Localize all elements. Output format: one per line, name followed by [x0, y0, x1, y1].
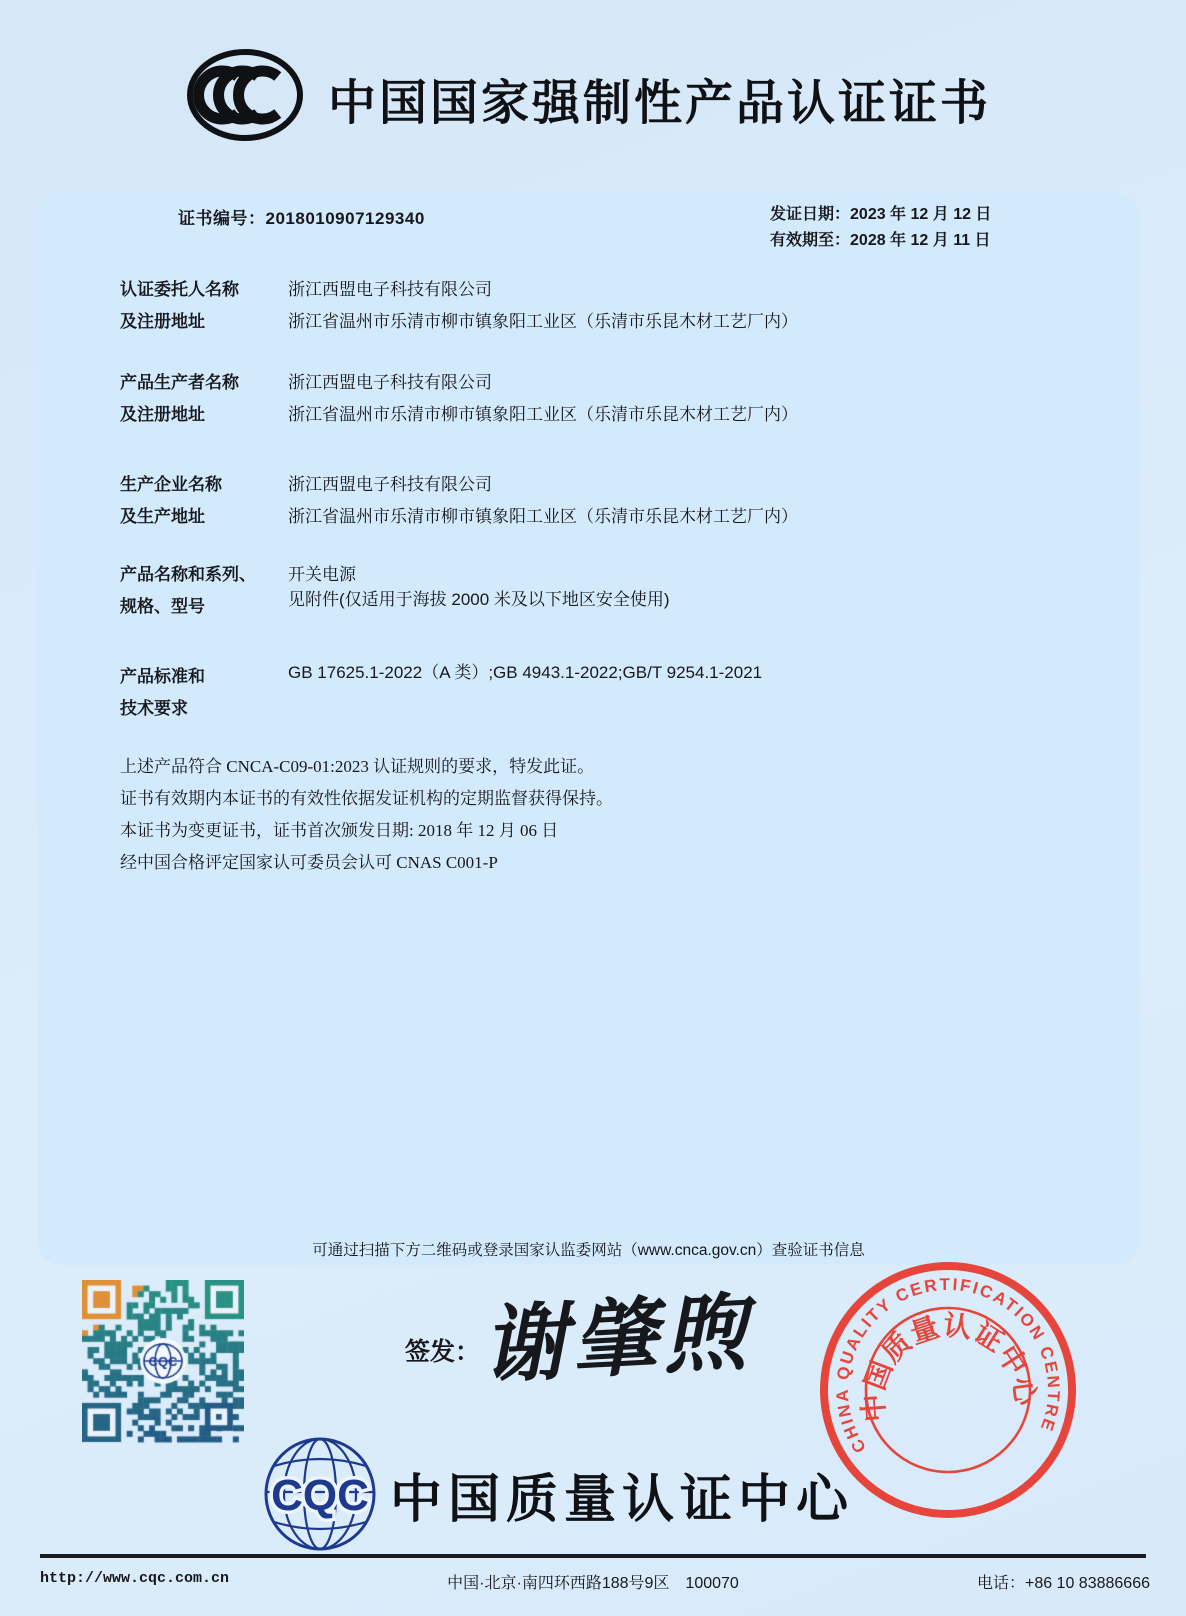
issue-date-value: 2023 年 12 月 12 日	[850, 206, 992, 223]
product-remark-value: 见附件(仅适用于海拔 2000 米及以下地区安全使用)	[288, 590, 670, 609]
applicant-name-label: 认证委托人名称	[120, 280, 239, 299]
applicant-address-value: 浙江省温州市乐清市柳市镇象阳工业区（乐清市乐昆木材工艺厂内）	[288, 312, 798, 331]
standards-label-line1: 产品标准和	[120, 667, 205, 686]
cqc-globe-icon	[262, 1436, 378, 1552]
product-name-value: 开关电源	[288, 565, 356, 584]
dates-block	[770, 202, 991, 254]
certificate-number-line	[178, 204, 425, 229]
applicant-name-value: 浙江西盟电子科技有限公司	[288, 280, 492, 299]
factory-name-label: 生产企业名称	[120, 475, 222, 494]
producer-address-value: 浙江省温州市乐清市柳市镇象阳工业区（乐清市乐昆木材工艺厂内）	[288, 405, 798, 424]
factory-address-label: 及生产地址	[120, 507, 205, 526]
statement-line-2: 证书有效期内本证书的有效性依据发证机构的定期监督获得保持。	[120, 789, 613, 808]
verification-note: 可通过扫描下方二维码或登录国家认监委网站（www.cnca.gov.cn）查验证书信息	[312, 1242, 865, 1259]
applicant-address-label: 及注册地址	[120, 312, 205, 331]
svg-text:CHINA QUALITY CERTIFICATION	[821, 1263, 1068, 1457]
issue-date-label: 发证日期：	[770, 206, 851, 223]
expiry-date-line	[770, 228, 991, 254]
ccc-mark-icon	[185, 48, 305, 142]
certificate-title: 中国国家强制性产品认证证书	[328, 77, 992, 130]
stamp-inner-text: 中国质量认证中心	[857, 1309, 1042, 1424]
footer-divider	[40, 1554, 1146, 1558]
footer-phone: 电话：+86 10 83886666	[976, 1575, 1150, 1592]
cqc-brand-row	[262, 1436, 854, 1552]
cqc-logo-text: CQC	[271, 1471, 369, 1520]
signed-by-label: 签发：	[405, 1338, 481, 1366]
statement-line-1: 上述产品符合 CNCA-C09-01:2023 认证规则的要求，特发此证。	[120, 757, 595, 776]
producer-address-label: 及注册地址	[120, 405, 205, 424]
standards-label-line2: 技术要求	[120, 699, 188, 718]
qr-code	[82, 1280, 244, 1446]
statement-line-4: 经中国合格评定国家认可委员会认可 CNAS C001-P	[120, 853, 498, 872]
stamp-ring-text: CHINA QUALITY CERTIFICATION CENTRE	[832, 1274, 1064, 1457]
footer-address: 中国·北京·南四环西路188号9区 100070	[447, 1575, 739, 1592]
issue-date-line	[770, 202, 991, 228]
statement-line-3: 本证书为变更证书，证书首次颁发日期: 2018 年 12 月 06 日	[120, 821, 559, 840]
factory-name-value: 浙江西盟电子科技有限公司	[288, 475, 492, 494]
cqc-center-name: 中国质量认证中心	[390, 1470, 855, 1529]
expiry-date-label: 有效期至：	[770, 232, 851, 249]
qr-code-canvas	[82, 1280, 244, 1446]
certificate-header	[0, 0, 1186, 190]
expiry-date-value: 2028 年 12 月 11 日	[850, 232, 991, 249]
product-name-label-line1: 产品名称和系列、	[120, 565, 256, 584]
producer-name-value: 浙江西盟电子科技有限公司	[288, 373, 492, 392]
producer-name-label: 产品生产者名称	[120, 373, 239, 392]
factory-address-value: 浙江省温州市乐清市柳市镇象阳工业区（乐清市乐昆木材工艺厂内）	[288, 507, 798, 526]
product-name-label-line2: 规格、型号	[120, 597, 205, 616]
certificate-number-value: 2018010907129340	[265, 209, 425, 228]
signature-handwriting: 谢肇煦	[479, 1281, 755, 1395]
certificate-number-label: 证书编号：	[178, 209, 266, 228]
cqc-red-stamp	[812, 1254, 1084, 1526]
certificate-body-panel	[37, 192, 1140, 1265]
standards-value: GB 17625.1-2022（A 类）;GB 4943.1-2022;GB/T 9254.1-2021	[288, 663, 763, 682]
footer-url: http://www.cqc.com.cn	[40, 1570, 230, 1587]
